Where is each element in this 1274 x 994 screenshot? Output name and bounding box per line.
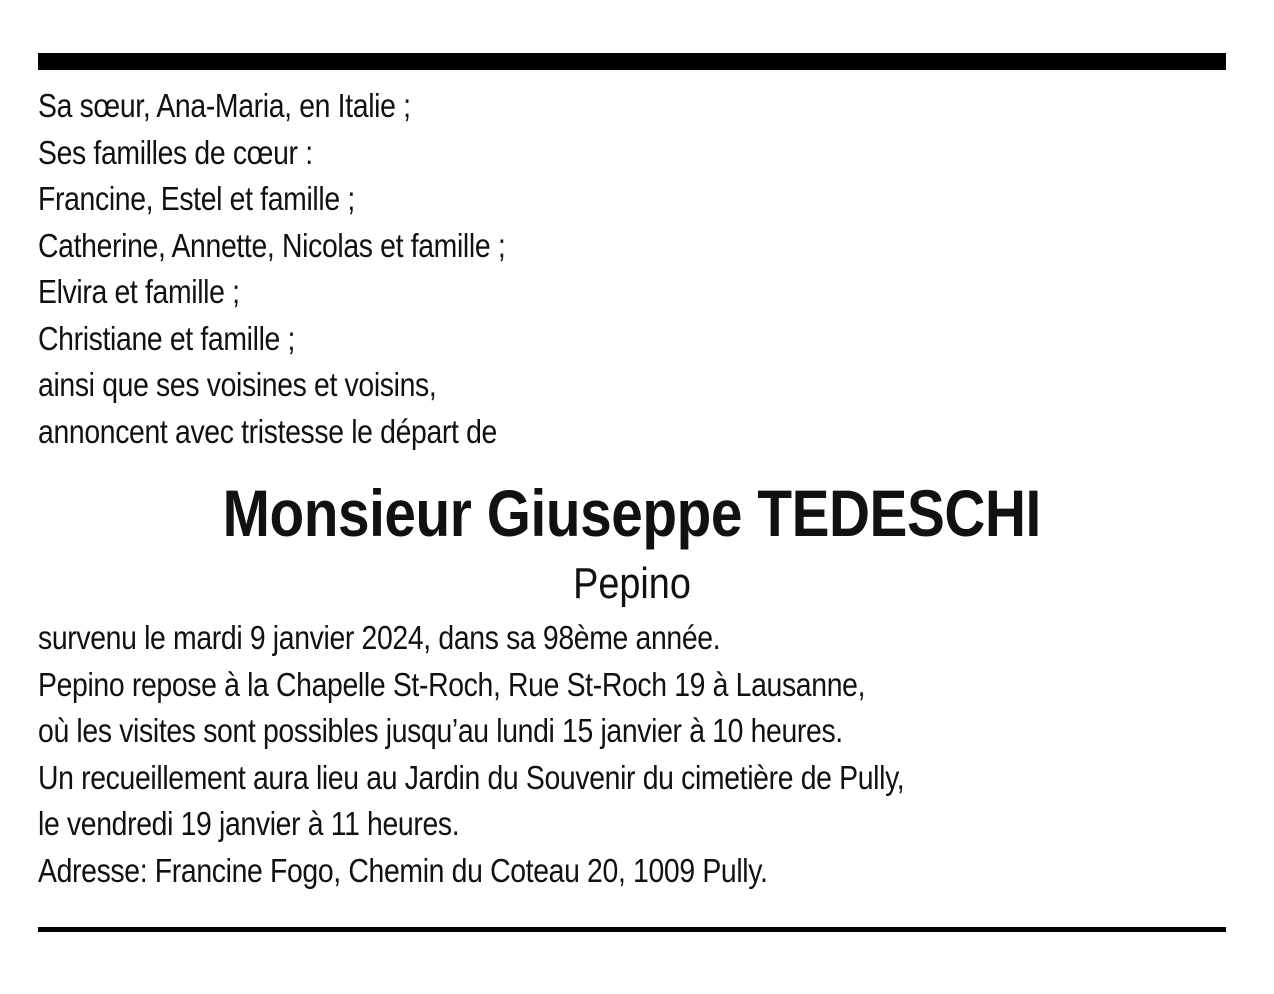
detail-line: survenu le mardi 9 janvier 2024, dans sa 98ème année. bbox=[38, 619, 721, 656]
deceased-heading bbox=[38, 471, 1226, 613]
family-line: Francine, Estel et famille ; bbox=[38, 180, 355, 217]
family-line: Catherine, Annette, Nicolas et famille ; bbox=[38, 226, 506, 264]
detail-line: Un recueillement aura lieu au Jardin du Souvenir du cimetière de Pully, bbox=[38, 758, 905, 796]
family-line: Elvira et famille ; bbox=[38, 273, 240, 310]
detail-line: le vendredi 19 janvier à 11 heures. bbox=[38, 805, 460, 842]
family-line: Ses familles de cœur : bbox=[38, 133, 313, 171]
bottom-rule bbox=[38, 927, 1226, 932]
family-line: Sa sœur, Ana-Maria, en Italie ; bbox=[38, 87, 411, 124]
detail-line: Pepino repose à la Chapelle St-Roch, Rue St-Roch 19 à Lausanne, bbox=[38, 665, 866, 703]
family-line: annoncent avec tristesse le départ de bbox=[38, 412, 497, 450]
family-lines bbox=[38, 83, 1225, 455]
detail-line: où les visites sont possibles jusqu’au lundi 15 janvier à 10 heures. bbox=[38, 712, 843, 749]
detail-lines bbox=[38, 615, 1225, 894]
family-line: Christiane et famille ; bbox=[38, 319, 296, 357]
obituary-notice bbox=[38, 53, 1226, 894]
family-line: ainsi que ses voisines et voisins, bbox=[38, 366, 437, 403]
detail-line: Adresse: Francine Fogo, Chemin du Coteau 20, 1009 Pully. bbox=[38, 851, 768, 889]
deceased-nickname: Pepino bbox=[573, 559, 691, 608]
top-rule bbox=[38, 53, 1226, 70]
deceased-name: Monsieur Giuseppe TEDESCHI bbox=[222, 476, 1042, 550]
